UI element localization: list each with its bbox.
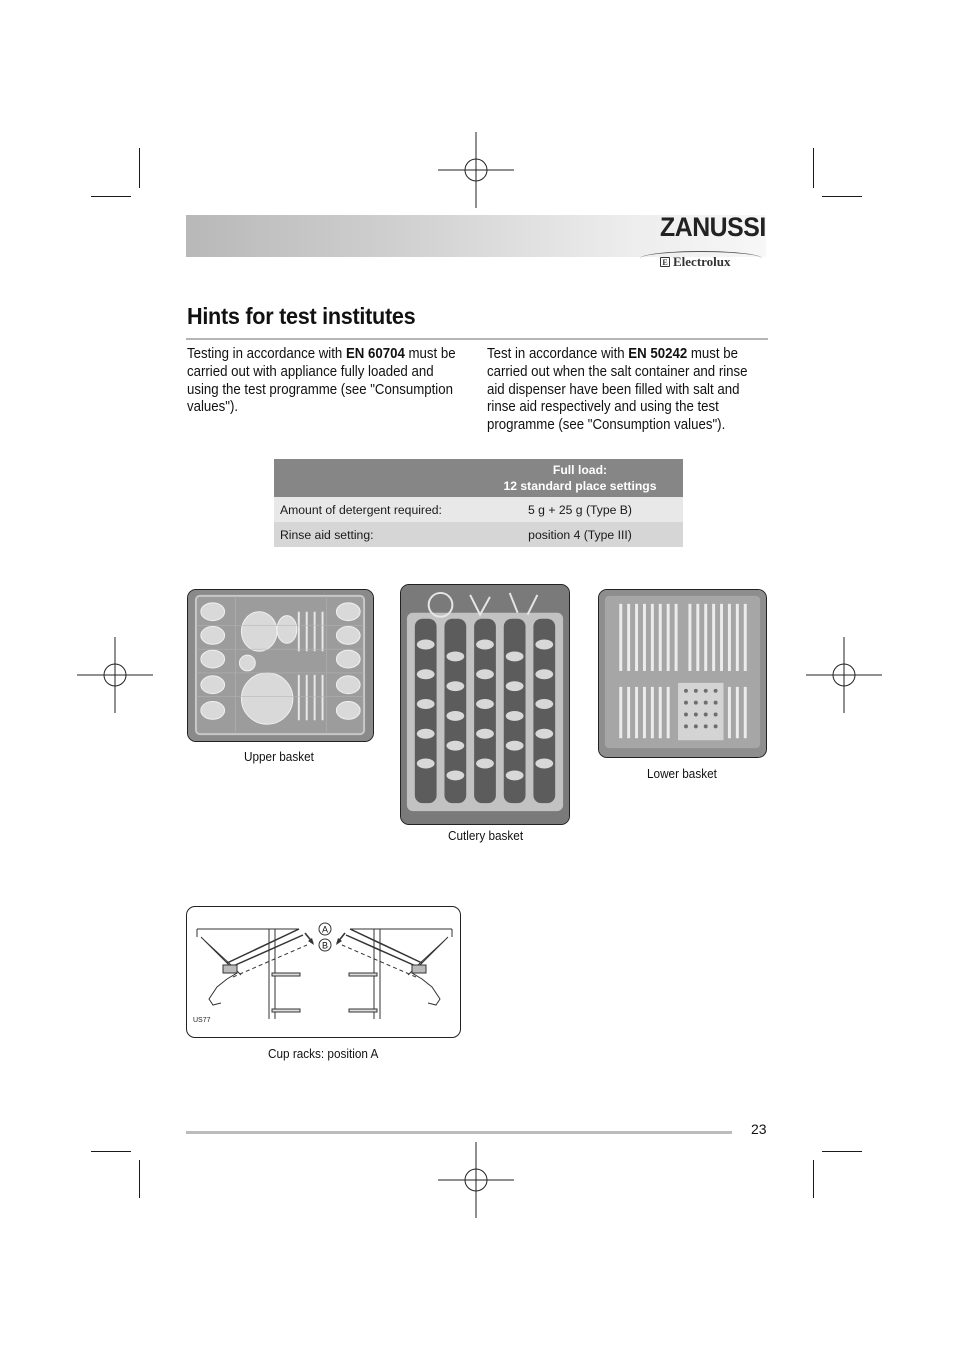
crop-mark bbox=[822, 196, 862, 197]
diagram-code: US77 bbox=[193, 1017, 211, 1024]
standard-en50242: EN 50242 bbox=[628, 346, 688, 362]
crop-mark bbox=[91, 196, 131, 197]
table-row bbox=[274, 522, 683, 547]
intro-left-text-rest: must be carried out with appliance fully loaded and using the test programme (see "Consumption values"). bbox=[187, 346, 456, 416]
cup-racks-drawing bbox=[187, 907, 461, 1038]
crop-mark bbox=[813, 148, 814, 188]
page-number: 23 bbox=[751, 1121, 767, 1137]
brand-logo: ZANUSSI bbox=[660, 212, 766, 242]
table-header-row bbox=[274, 459, 683, 497]
parent-brand-name: Electrolux bbox=[673, 254, 731, 269]
header-line-1: Full load: bbox=[552, 463, 608, 477]
cup-racks-diagram bbox=[186, 906, 461, 1038]
crop-mark bbox=[91, 1151, 131, 1152]
upper-basket-photo bbox=[187, 589, 374, 742]
parent-brand-logo bbox=[660, 254, 731, 270]
registration-mark-top bbox=[438, 132, 514, 208]
header-line-2: 12 standard place settings bbox=[503, 479, 657, 493]
marker-a: A bbox=[321, 924, 329, 935]
footer-divider bbox=[186, 1131, 732, 1134]
standard-en60704: EN 60704 bbox=[345, 346, 405, 362]
row-value-detergent: 5 g + 25 g (Type B) bbox=[477, 497, 683, 522]
crop-mark bbox=[139, 1160, 140, 1198]
electrolux-icon: E bbox=[660, 257, 670, 267]
test-settings-table bbox=[274, 459, 683, 547]
marker-b: B bbox=[321, 940, 329, 951]
caption-cutlery-basket: Cutlery basket bbox=[448, 829, 524, 843]
intro-left-paragraph bbox=[187, 346, 459, 417]
page-title: Hints for test institutes bbox=[187, 303, 416, 329]
lower-basket-photo bbox=[598, 589, 767, 758]
row-label-rinse-aid: Rinse aid setting: bbox=[274, 522, 477, 547]
table-header-empty bbox=[274, 459, 477, 497]
table-row bbox=[274, 497, 683, 522]
table-header-full-load bbox=[477, 459, 683, 497]
registration-mark-left bbox=[77, 637, 153, 713]
intro-right-text-rest: must be carried out when the salt container and rinse aid dispenser have been filled with salt and rinse aid respectively and using the test programme (see "Consumption values"). bbox=[487, 346, 748, 434]
caption-upper-basket: Upper basket bbox=[244, 750, 314, 764]
cutlery-basket-photo bbox=[400, 584, 570, 825]
crop-mark bbox=[813, 1160, 814, 1198]
caption-cup-racks: Cup racks: position A bbox=[268, 1047, 379, 1061]
crop-mark bbox=[139, 148, 140, 188]
crop-mark bbox=[822, 1151, 862, 1152]
row-label-detergent: Amount of detergent required: bbox=[274, 497, 477, 522]
intro-left-text: Testing in accordance with bbox=[187, 346, 346, 362]
registration-mark-right bbox=[806, 637, 882, 713]
intro-right-paragraph bbox=[487, 346, 759, 435]
caption-lower-basket: Lower basket bbox=[647, 767, 717, 781]
title-divider bbox=[186, 338, 768, 340]
intro-right-text: Test in accordance with bbox=[487, 346, 629, 362]
registration-mark-bottom bbox=[438, 1142, 514, 1218]
row-value-rinse-aid: position 4 (Type III) bbox=[477, 522, 683, 547]
